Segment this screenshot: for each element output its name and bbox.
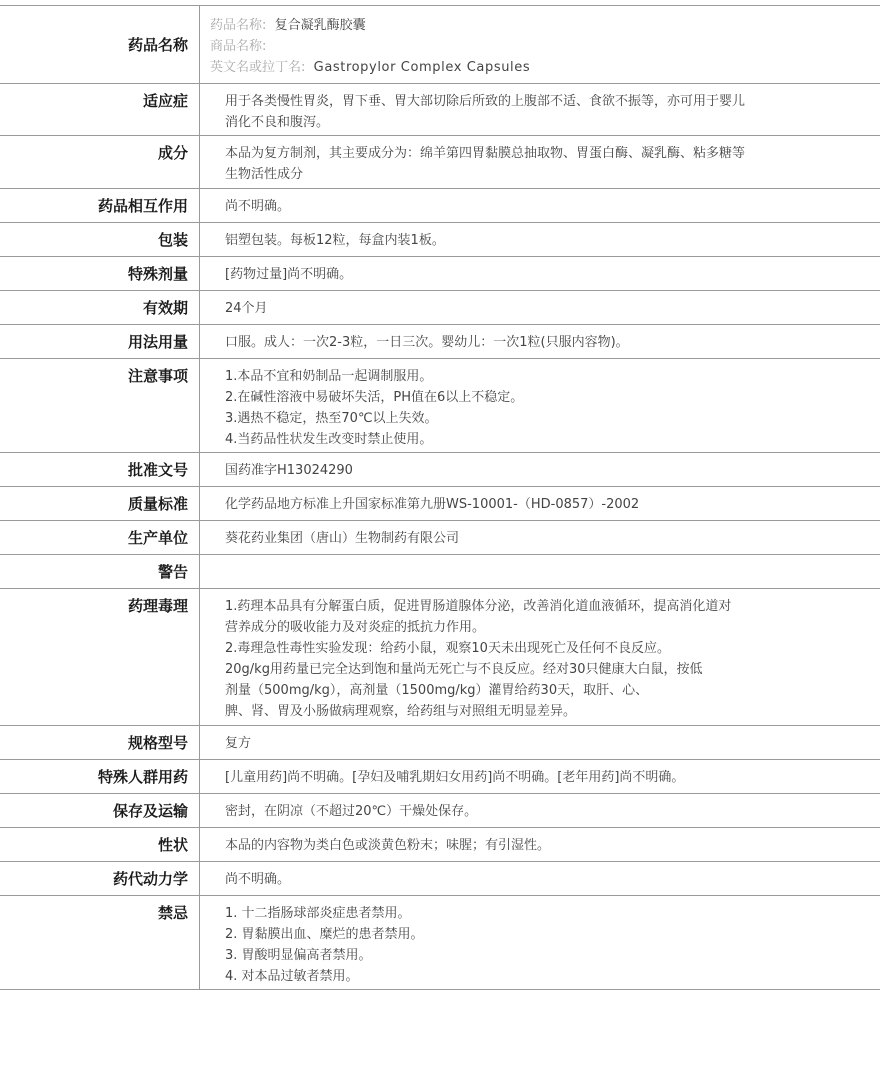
value-line: 脾、肾、胃及小肠做病理观察，给药组与对照组无明显差异。 <box>225 704 577 719</box>
generic-name-value: 复合凝乳酶胶囊 <box>274 18 366 33</box>
value-line: 消化不良和腹泻。 <box>225 115 330 130</box>
value-line: 3.遇热不稳定，热至70℃以上失效。 <box>225 411 438 426</box>
row-value <box>200 359 880 452</box>
value-line: 尚不明确。 <box>225 872 291 887</box>
row-precautions <box>0 358 880 452</box>
row-label: 用法用量 <box>0 325 200 358</box>
value-line: 4. 对本品过敏者禁用。 <box>225 969 359 984</box>
value-line: 葵花药业集团（唐山）生物制药有限公司 <box>225 531 460 546</box>
value-line: 生物活性成分 <box>225 167 304 182</box>
row-value <box>200 726 880 759</box>
row-value <box>200 325 880 358</box>
value-line: 24个月 <box>225 301 268 316</box>
row-value <box>200 555 880 588</box>
row-label: 注意事项 <box>0 359 200 452</box>
value-line: 3. 胃酸明显偏高者禁用。 <box>225 948 372 963</box>
row-standard <box>0 486 880 520</box>
row-interactions <box>0 188 880 222</box>
row-warning <box>0 554 880 588</box>
row-manufacturer <box>0 520 880 554</box>
row-dosage <box>0 324 880 358</box>
row-label: 规格型号 <box>0 726 200 759</box>
english-name-label: 英文名或拉丁名: <box>210 60 306 75</box>
row-label: 药理毒理 <box>0 589 200 725</box>
row-value <box>200 189 880 222</box>
value-line: 尚不明确。 <box>225 199 291 214</box>
value-line: [儿童用药]尚不明确。[孕妇及哺乳期妇女用药]尚不明确。[老年用药]尚不明确。 <box>225 770 685 785</box>
trade-name-line <box>210 36 860 57</box>
row-value <box>200 760 880 793</box>
row-special-population <box>0 759 880 793</box>
generic-name-label: 药品名称: <box>210 18 267 33</box>
row-approval <box>0 452 880 486</box>
value-line: 1. 十二指肠球部炎症患者禁用。 <box>225 906 411 921</box>
row-value <box>200 589 880 725</box>
value-line: 本品的内容物为类白色或淡黄色粉末；味腥；有引湿性。 <box>225 838 551 853</box>
row-value <box>200 84 880 135</box>
row-value <box>200 896 880 989</box>
row-label: 特殊剂量 <box>0 257 200 290</box>
value-line: 2.在碱性溶液中易破坏失活，PH值在6以上不稳定。 <box>225 390 524 405</box>
value-line: 2. 胃黏膜出血、糜烂的患者禁用。 <box>225 927 424 942</box>
english-name-value: Gastropylor Complex Capsules <box>313 60 531 75</box>
row-label: 禁忌 <box>0 896 200 989</box>
value-line: 2.毒理急性毒性实验发现：给药小鼠，观察10天未出现死亡及任何不良反应。 <box>225 641 670 656</box>
row-label: 成分 <box>0 136 200 188</box>
row-label: 警告 <box>0 555 200 588</box>
row-shelf-life <box>0 290 880 324</box>
row-value <box>200 223 880 256</box>
row-label: 有效期 <box>0 291 200 324</box>
row-package <box>0 222 880 256</box>
value-line: 1.本品不宜和奶制品一起调制服用。 <box>225 369 433 384</box>
row-value <box>200 136 880 188</box>
row-specification <box>0 725 880 759</box>
row-storage <box>0 793 880 827</box>
row-value <box>200 794 880 827</box>
row-appearance <box>0 827 880 861</box>
value-line: [药物过量]尚不明确。 <box>225 267 353 282</box>
row-value <box>200 487 880 520</box>
value-line: 铝塑包装。每板12粒，每盒内装1板。 <box>225 233 445 248</box>
row-label: 适应症 <box>0 84 200 135</box>
row-value <box>200 862 880 895</box>
value-line: 1.药理本品具有分解蛋白质，促进胃肠道腺体分泌，改善消化道血液循环，提高消化道对 <box>225 599 732 614</box>
value-line: 剂量（500mg/kg），高剂量（1500mg/kg）灌胃给药30天，取肝、心、 <box>225 683 649 698</box>
row-label: 药品名称 <box>0 6 200 83</box>
trade-name-label: 商品名称: <box>210 39 267 54</box>
row-label: 质量标准 <box>0 487 200 520</box>
row-value <box>200 828 880 861</box>
row-label: 生产单位 <box>0 521 200 554</box>
row-label: 药代动力学 <box>0 862 200 895</box>
english-name-line <box>210 57 860 78</box>
row-label: 特殊人群用药 <box>0 760 200 793</box>
row-value <box>200 291 880 324</box>
row-ingredients <box>0 135 880 188</box>
row-value <box>200 521 880 554</box>
row-pharmacokinetics <box>0 861 880 895</box>
row-label: 包装 <box>0 223 200 256</box>
row-contraindications <box>0 895 880 990</box>
row-label: 药品相互作用 <box>0 189 200 222</box>
value-line: 复方 <box>225 736 252 751</box>
row-special-dose <box>0 256 880 290</box>
row-value <box>200 257 880 290</box>
row-indications <box>0 83 880 135</box>
row-label: 批准文号 <box>0 453 200 486</box>
value-line: 本品为复方制剂，其主要成分为：绵羊第四胃黏膜总抽取物、胃蛋白酶、凝乳酶、粘多糖等 <box>225 146 746 161</box>
row-value <box>200 6 880 83</box>
row-drug-name <box>0 5 880 83</box>
value-line: 营养成分的吸收能力及对炎症的抵抗力作用。 <box>225 620 486 635</box>
value-line: 20g/kg用药量已完全达到饱和量尚无死亡与不良反应。经对30只健康大白鼠，按低 <box>225 662 703 677</box>
row-value <box>200 453 880 486</box>
value-line: 4.当药品性状发生改变时禁止使用。 <box>225 432 433 447</box>
generic-name-line <box>210 15 860 36</box>
row-pharmacology <box>0 588 880 725</box>
value-line: 化学药品地方标准上升国家标准第九册WS-10001-（HD-0857）-2002 <box>225 497 640 512</box>
value-line: 口服。成人：一次2-3粒，一日三次。婴幼儿：一次1粒(只服内容物)。 <box>225 335 629 350</box>
value-line: 密封，在阴凉（不超过20℃）干燥处保存。 <box>225 804 478 819</box>
value-line: 用于各类慢性胃炎，胃下垂、胃大部切除后所致的上腹部不适、食欲不振等，亦可用于婴儿 <box>225 94 746 109</box>
row-label: 保存及运输 <box>0 794 200 827</box>
row-label: 性状 <box>0 828 200 861</box>
value-line: 国药准字H13024290 <box>225 463 353 478</box>
